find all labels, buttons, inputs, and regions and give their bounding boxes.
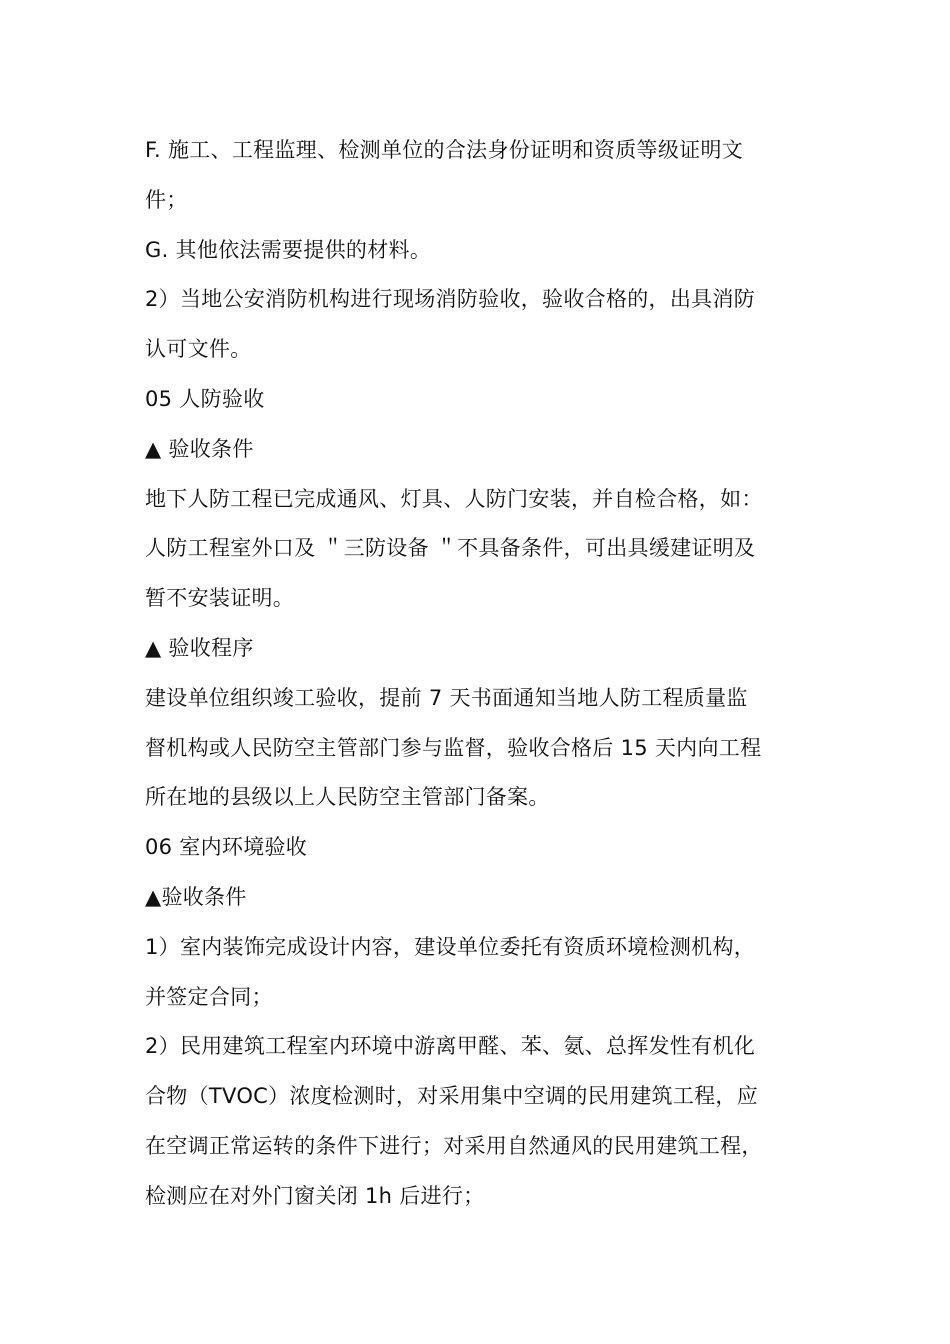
text-line-9: 人防工程室外口及 ＂三防设备 ＂不具备条件，可出具缓建证明及 xyxy=(145,536,756,561)
document-body xyxy=(145,126,825,1222)
section-heading-06: 06 室内环境验收 xyxy=(145,835,308,860)
text-line-20: 合物（TVOC）浓度检测时，对采用集中空调的民用建筑工程，应 xyxy=(145,1084,759,1109)
text-line-5: 认可文件。 xyxy=(145,337,252,362)
text-line-1: F. 施工、工程监理、检测单位的合法身份证明和资质等级证明文 xyxy=(145,138,744,162)
text-line-2: 件； xyxy=(145,187,188,212)
text-line-3: G. 其他依法需要提供的材料。 xyxy=(145,237,432,262)
text-line-14: 所在地的县级以上人民防空主管部门备案。 xyxy=(145,785,550,810)
text-line-4: 2）当地公安消防机构进行现场消防验收，验收合格的，出具消防 xyxy=(145,287,756,312)
text-line-18: 并签定合同； xyxy=(145,984,273,1009)
text-line-17: 1）室内装饰完成设计内容，建设单位委托有资质环境检测机构， xyxy=(145,934,756,959)
subheading-acceptance-conditions: ▲ 验收条件 xyxy=(145,436,254,461)
text-line-13: 督机构或人民防空主管部门参与监督，验收合格后 15 天内向工程 xyxy=(145,735,762,760)
text-line-19: 2）民用建筑工程室内环境中游离甲醛、苯、氨、总挥发性有机化 xyxy=(145,1034,756,1059)
text-line-8: 地下人防工程已完成通风、灯具、人防门安装，并自检合格，如： xyxy=(145,486,763,511)
section-heading-05: 05 人防验收 xyxy=(145,386,265,411)
text-line-10: 暂不安装证明。 xyxy=(145,586,295,611)
subheading-indoor-conditions: ▲验收条件 xyxy=(145,884,247,909)
text-line-12: 建设单位组织竣工验收，提前 7 天书面通知当地人防工程质量监 xyxy=(145,685,748,710)
subheading-acceptance-procedure: ▲ 验收程序 xyxy=(145,635,254,660)
text-line-21: 在空调正常运转的条件下进行；对采用自然通风的民用建筑工程， xyxy=(145,1133,763,1158)
text-line-22: 检测应在对外门窗关闭 1h 后进行； xyxy=(145,1183,485,1208)
